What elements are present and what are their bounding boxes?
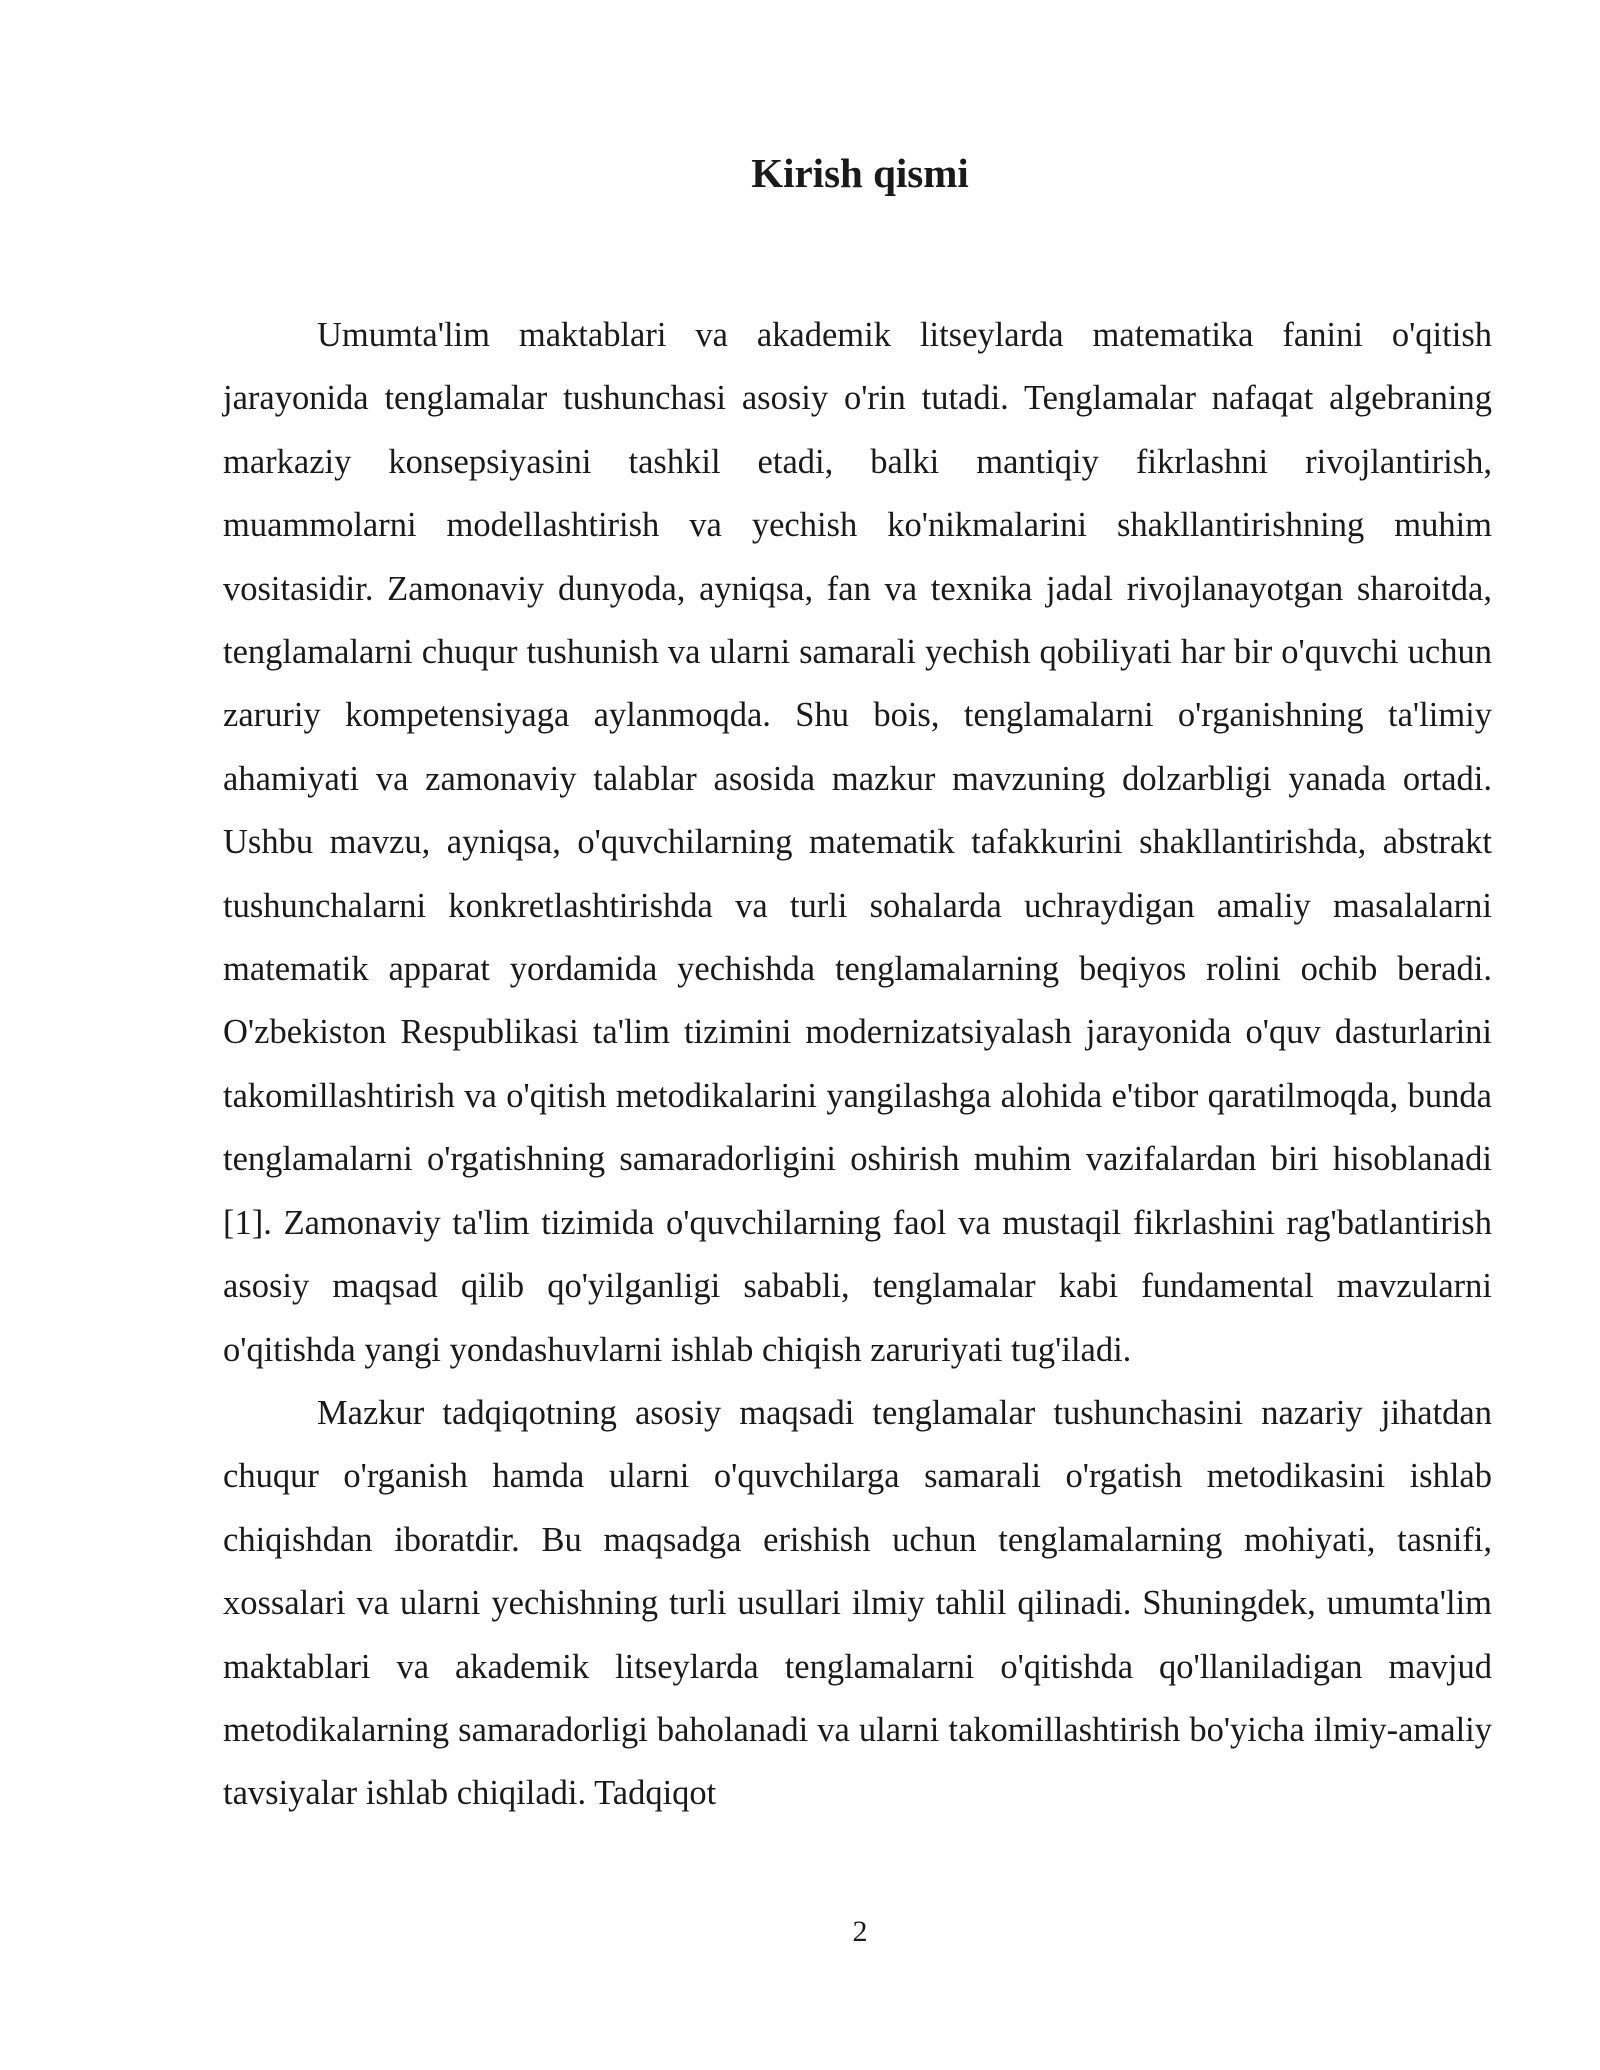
paragraph-1: Umumta'lim maktablari va akademik litseylarda matematika fanini o'qitish jarayonida tenglamalar tushunchasi asosiy o'rin tutadi. Tenglamalar nafaqat algebraning markaziy konsepsiyasini tashkil etadi, balki mantiqiy fikrlashni rivojlantirish, muammolarni modellashtirish va yechish ko'nikmalarini shakllantirishning muhim vositasidir. Zamonaviy dunyoda, ayniqsa, fan va texnika jadal rivojlanayotgan sharoitda, tenglamalarni chuqur tushunish va ularni samarali yechish qobiliyati har bir o'quvchi uchun zaruriy kompetensiyaga aylanmoqda. Shu bois, tenglamalarni o'rganishning ta'limiy ahamiyati va zamonaviy talablar asosida mazkur mavzuning dolzarbligi yanada ortadi. Ushbu mavzu, ayniqsa, o'quvchilarning matematik tafakkurini shakllantirishda, abstrakt tushunchalarni konkretlashtirishda va turli sohalarda uchraydigan amaliy masalalarni matematik apparat yordamida yechishda tenglamalarning beqiyos rolini ochib beradi. O'zbekiston Respublikasi ta'lim tizimini modernizatsiyalash jarayonida o'quv dasturlarini takomillashtirish va o'qitish metodikalarini yangilashga alohida e'tibor qaratilmoqda, bunda tenglamalarni o'rgatishning samaradorligini oshirish muhim vazifalardan biri hisoblanadi [1]. Zamonaviy ta'lim tizimida o'quvchilarning faol va mustaqil fikrlashini rag'batlantirish asosiy maqsad qilib qo'yilganligi sababli, tenglamalar kabi fundamental mavzularni o'qitishda yangi yondashuvlarni ishlab chiqish zaruriyati tug'iladi. [223,316,1492,1369]
page-number: 2 [852,1915,868,1948]
page-title: Kirish qismi [751,150,969,196]
paragraph-2: Mazkur tadqiqotning asosiy maqsadi tenglamalar tushunchasini nazariy jihatdan chuqur o'rganish hamda ularni o'quvchilarga samarali o'rgatish metodikasini ishlab chiqishdan iboratdir. Bu maqsadga erishish uchun tenglamalarning mohiyati, tasnifi, xossalari va ularni yechishning turli usullari ilmiy tahlil qilinadi. Shuningdek, umumta'lim maktablari va akademik litseylarda tenglamalarni o'qitishda qo'llaniladigan mavjud metodikalarning samaradorligi baholanadi va ularni takomillashtirish bo'yicha ilmiy-amaliy tavsiyalar ishlab chiqiladi. Tadqiqot [223,1393,1492,1813]
document-body [223,304,1492,1826]
